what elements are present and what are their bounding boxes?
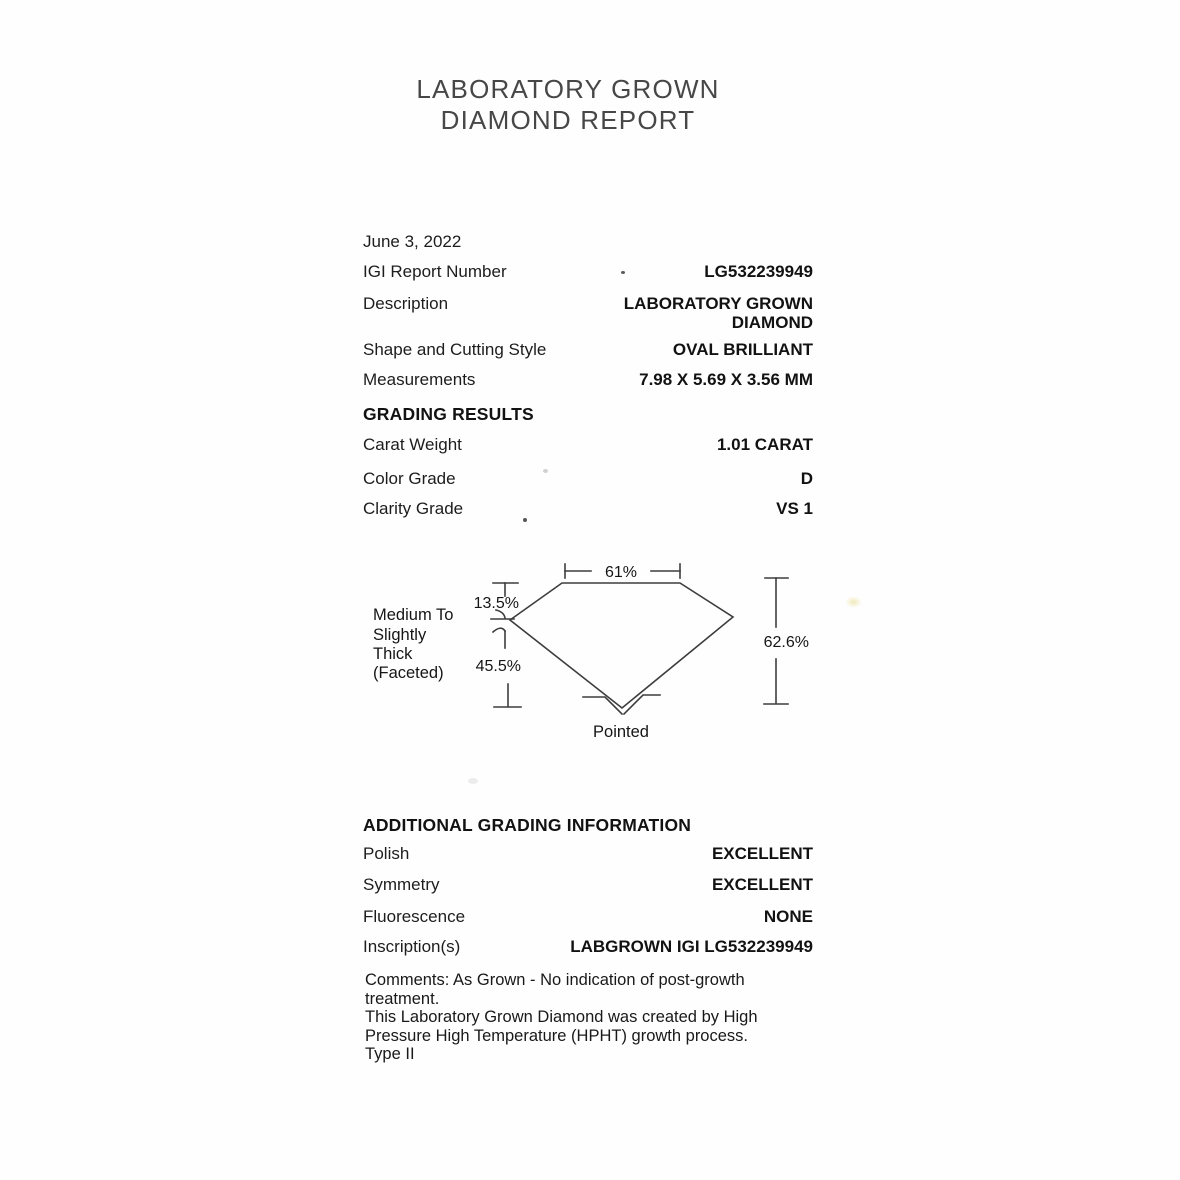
culet-mark-right bbox=[624, 695, 660, 714]
description-label: Description bbox=[363, 294, 449, 313]
inscription-value: LABGROWN IGI LG532239949 bbox=[570, 937, 813, 956]
shape-value: OVAL BRILLIANT bbox=[672, 340, 813, 359]
description-value: LABORATORY GROWN DIAMOND bbox=[623, 294, 813, 332]
row-description bbox=[363, 294, 813, 332]
fluorescence-value: NONE bbox=[763, 907, 813, 926]
comments-line2: treatment. bbox=[365, 989, 440, 1008]
pavilion-pct-label: 45.5% bbox=[475, 658, 521, 675]
diamond-outline bbox=[510, 583, 733, 708]
clarity-grade-label: Clarity Grade bbox=[363, 499, 464, 518]
row-shape bbox=[363, 340, 813, 360]
row-measurements bbox=[363, 370, 813, 390]
comments-line4: Pressure High Temperature (HPHT) growth process. bbox=[365, 1026, 748, 1045]
girdle-label-line4: (Faceted) bbox=[373, 664, 444, 682]
girdle-label-line1: Medium To bbox=[373, 606, 454, 624]
culet-label: Pointed bbox=[593, 723, 649, 741]
scan-artifact-dot bbox=[543, 469, 548, 473]
measurements-value: 7.98 X 5.69 X 3.56 MM bbox=[639, 370, 813, 389]
girdle-label-line2: Slightly bbox=[373, 626, 427, 644]
scan-artifact-dot bbox=[621, 271, 625, 274]
row-symmetry bbox=[363, 875, 813, 895]
carat-weight-value: 1.01 CARAT bbox=[716, 435, 813, 454]
report-title bbox=[368, 74, 768, 136]
girdle-label-line3: Thick bbox=[373, 645, 413, 663]
row-inscription bbox=[363, 937, 813, 957]
report-title-line1: LABORATORY GROWN bbox=[416, 74, 720, 104]
report-number-value: LG532239949 bbox=[704, 262, 813, 281]
comments-line5: Type II bbox=[365, 1045, 415, 1064]
row-polish bbox=[363, 844, 813, 864]
polish-value: EXCELLENT bbox=[711, 844, 813, 863]
polish-label: Polish bbox=[363, 844, 410, 863]
comments-line3: This Laboratory Grown Diamond was created by High bbox=[365, 1008, 758, 1027]
shape-label: Shape and Cutting Style bbox=[363, 340, 547, 359]
report-date: June 3, 2022 bbox=[363, 232, 462, 251]
pavilion-dim-hook bbox=[493, 628, 505, 632]
comments-block bbox=[365, 971, 785, 1064]
fluorescence-label: Fluorescence bbox=[363, 907, 466, 926]
scan-artifact-yellow-smudge bbox=[845, 596, 862, 608]
diamond-profile-diagram bbox=[360, 548, 820, 763]
inscription-label: Inscription(s) bbox=[363, 937, 461, 956]
comments-line1: Comments: As Grown - No indication of post-growth bbox=[365, 971, 745, 989]
row-report-number bbox=[363, 262, 813, 282]
measurements-label: Measurements bbox=[363, 370, 476, 389]
row-carat-weight bbox=[363, 435, 813, 455]
total-depth-pct-label: 62.6% bbox=[763, 634, 809, 651]
scan-artifact-dot bbox=[523, 518, 527, 522]
clarity-grade-value: VS 1 bbox=[776, 499, 813, 518]
culet-mark-left bbox=[583, 697, 622, 714]
grading-results-header: GRADING RESULTS bbox=[363, 404, 534, 424]
carat-weight-label: Carat Weight bbox=[363, 435, 462, 454]
scan-artifact-smudge bbox=[468, 778, 478, 784]
symmetry-value: EXCELLENT bbox=[711, 875, 813, 894]
crown-pct-label: 13.5% bbox=[473, 595, 519, 612]
color-grade-label: Color Grade bbox=[363, 469, 456, 488]
additional-grading-header: ADDITIONAL GRADING INFORMATION bbox=[363, 815, 692, 835]
row-fluorescence bbox=[363, 907, 813, 927]
table-pct-label: 61% bbox=[604, 564, 638, 581]
color-grade-value: D bbox=[800, 469, 813, 488]
row-clarity-grade bbox=[363, 499, 813, 519]
row-color-grade bbox=[363, 469, 813, 489]
report-title-line2: DIAMOND REPORT bbox=[440, 105, 696, 135]
report-number-label: IGI Report Number bbox=[363, 262, 507, 281]
symmetry-label: Symmetry bbox=[363, 875, 440, 894]
